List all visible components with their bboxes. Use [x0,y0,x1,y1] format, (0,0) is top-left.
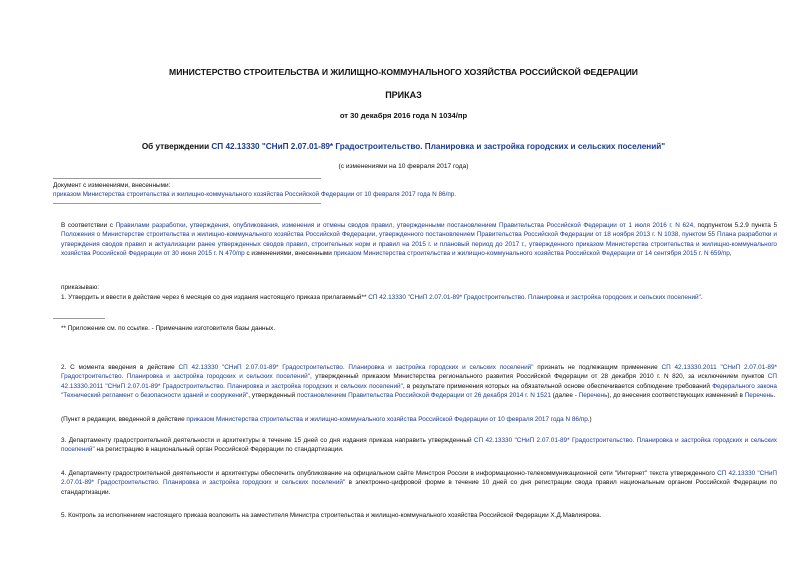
preamble-text-5: , [729,250,732,258]
item-3-link-sp[interactable]: СП 42.13330 "СНиП 2.07.01-89* Градостроительство. Планировка и застройка городских и сельских поселений" [61,437,777,454]
item-2-link-list[interactable]: Перечень [578,392,608,400]
preamble-text-2: подпунктом 5.2.9 пункта 5 [694,222,778,229]
item-2-link-list-2[interactable]: Перечень [744,392,774,400]
changes-bottom-divider [53,203,321,204]
item-2-text-6: (далее - [550,392,579,400]
item-2-text-8: . [773,392,776,400]
item-2-link-federal-law[interactable]: Федерального закона "Технический регламент о безопасности зданий и сооружений" [61,382,777,400]
item-1-link-sp[interactable]: СП 42.13330 "СНиП 2.07.01-89* Градостроительство. Планировка и застройка городских и сельских поселений" [368,294,701,301]
item-2-text-2: признать не подлежащим применение [533,364,662,371]
approval-title [0,142,807,151]
item-2 [53,363,777,401]
item-1 [53,293,777,302]
footnote: ** Приложение см. по ссылке. - Примечание изготовителя базы данных. [61,325,276,332]
preamble-text-4: с изменениями, внесенными [244,250,334,258]
preamble-link-plan[interactable]: пунктом 55 Плана разработки и утверждения сводов правил и актуализации ранее утвержденных сводов правил, строительных норм и правил на 2015 г. и плановый период до 2017 г., утвержденного приказом Министерства строительства и жилищно-коммунального хозяйства Российской Федерации от 30 июня 2015 г. N 470/пр [61,231,777,258]
order-date: от 30 декабря 2016 года N 1034/пр [339,111,468,120]
item-3 [53,436,777,455]
approval-prefix: Об утверждении [141,142,212,151]
order-title: ПРИКАЗ [385,90,422,100]
changes-box [53,181,769,200]
item-1-text-1: 1. Утвердить и ввести в действие через 6 месяцев со дня издания настоящего приказа прилагаемый** [61,294,369,301]
preamble-link-regulation[interactable]: Положения о Министерстве строительства и жилищно-коммунального хозяйства Российской Федерации, утвержденного постановлением Правительства Российской Федерации от 18 ноября 2013 г. N 1038, [61,231,681,239]
item-2-text-7: ), до внесения соответствующих изменений в [607,392,745,400]
item-2-note-text-2: .) [587,416,592,423]
item-3-text-1: 3. Департаменту градостроительной деятельности и архитектуры в течение 15 дней со дня издания приказа направить утвержденный [61,437,474,444]
item-2-text-1: 2. С момента введения в действие [61,364,179,371]
item-2-link-sp-2011[interactable]: СП 42.13330.2011 "СНиП 2.07.01-89* Градостроительство. Планировка и застройка городских и сельских поселений" [61,364,777,381]
item-4 [53,469,777,497]
preamble-text-1: В соответствии с [61,222,116,229]
item-2-note-text-1: (Пункт в редакции, введенной в действие [61,416,187,423]
approval-link[interactable]: СП 42.13330 "СНиП 2.07.01-89* Градостроительство. Планировка и застройка городских и сельских поселений" [211,142,666,151]
item-2-edition-note [53,415,777,424]
item-2-text-5: , утвержденный [248,392,298,400]
amended-note: (с изменениями на 10 февраля 2017 года) [338,163,469,170]
item-2-link-resolution[interactable]: постановлением Правительства Российской Федерации от 26 декабря 2014 г. N 1521 [297,392,551,400]
item-3-text-2: на регистрацию в национальный орган Российской Федерации по стандартизации. [94,446,344,454]
item-4-text-2: в электронно-цифровой форме в течение 10 дней со дня регистрации свода правил национальным органом Российской Федерации по стандартизации. [61,479,777,496]
preamble-link-order[interactable]: приказом Министерства строительства и жилищно-коммунального хозяйства Российской Федерации от 14 сентября 2015 г. N 659/пр [333,250,730,258]
item-4-link-sp[interactable]: СП 42.13330 "СНиП 2.07.01-89* Градостроительство. Планировка и застройка городских и сельских поселений" [61,470,778,487]
ordering-word: приказываю: [61,284,99,291]
item-4-text-1: 4. Департаменту градостроительной деятельности и архитектуры обеспечить опубликование на официальном сайте Минстроя России в информационно-телекоммуникационной сети "Интернет" текста утвержденного [61,470,718,477]
footnote-divider [53,318,105,319]
ministry-heading: МИНИСТЕРСТВО СТРОИТЕЛЬСТВА И ЖИЛИЩНО-КОММУНАЛЬНОГО ХОЗЯЙСТВА РОССИЙСКОЙ ФЕДЕРАЦИИ [169,67,638,77]
item-2-link-sp[interactable]: СП 42.13330 "СНиП 2.07.01-89* Градостроительство. Планировка и застройка городских и сельских поселений" [178,364,534,371]
changes-label: Документ с изменениями, внесенными: [53,182,171,189]
item-2-note-link[interactable]: приказом Министерства строительства и жилищно-коммунального хозяйства Российской Федерации от 10 февраля 2017 года N 86/пр [186,416,588,423]
item-5: 5. Контроль за исполнением настоящего приказа возложить на заместителя Министра строительства и жилищно-коммунального хозяйства Российской Федерации Х.Д.Мавлиярова. [61,512,602,519]
changes-link[interactable]: приказом Министерства строительства и жилищно-коммунального хозяйства Российской Федерации от 10 февраля 2017 года N 86/пр. [53,191,457,199]
preamble-link-rules[interactable]: Правилами разработки, утверждения, опубликования, изменения и отмены сводов правил, утвержденными постановлением Правительства Российской Федерации от 1 июля 2016 г. N 624, [115,222,695,229]
preamble-paragraph [53,221,777,259]
item-1-text-2: . [700,294,703,301]
changes-top-divider [53,178,321,179]
item-2-text-3: , утвержденный приказом Министерства регионального развития Российской Федерации от 28 декабря 2010 г. N 820, за исключением пунктов [309,373,768,381]
item-2-link-sp-2011-points[interactable]: СП 42.13330.2011 "СНиП 2.07.01-89* Градостроительство. Планировка и застройка городских и сельских поселений" [61,373,777,390]
item-2-text-4: , в результате применения которых на обязательной основе обеспечивается соблюдение требований [402,382,713,390]
